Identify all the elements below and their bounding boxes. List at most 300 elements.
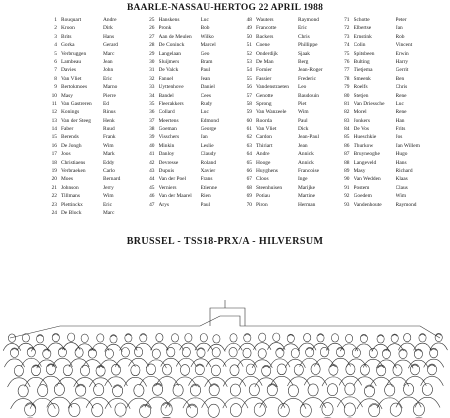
roster-last-name: Arys — [158, 201, 169, 208]
roster-row — [46, 58, 144, 66]
roster-row — [339, 66, 437, 74]
roster-row — [241, 75, 339, 83]
roster-row — [144, 33, 242, 41]
roster-first-name: Edmond — [200, 117, 219, 124]
roster-last-name: Meertens — [158, 117, 179, 124]
roster-row — [46, 100, 144, 108]
roster-last-name: Jonkers — [353, 117, 370, 124]
roster-first-name: Erwin — [395, 50, 409, 57]
roster-row — [339, 133, 437, 141]
roster-last-name: Van Wanzeele — [256, 109, 287, 116]
roster-last-name: Thiriart — [256, 142, 273, 149]
roster-last-name: De Jongh — [61, 142, 82, 149]
roster-first-name: Ed — [103, 100, 109, 107]
roster-row — [241, 33, 339, 41]
roster-row — [339, 50, 437, 58]
roster-last-name: Van der Poel — [158, 176, 187, 183]
roster-first-name: Wim — [298, 109, 309, 116]
roster-number: 93 — [344, 201, 350, 208]
roster-first-name: Bernard — [103, 176, 121, 183]
roster-last-name: De Man — [256, 58, 274, 65]
roster-first-name: Vincent — [395, 42, 413, 49]
roster-row — [46, 75, 144, 83]
roster-row — [144, 83, 242, 91]
roster-row — [241, 24, 339, 32]
roster-last-name: Morel — [353, 109, 367, 116]
roster-last-name: Langeveld — [353, 159, 377, 166]
roster-row — [241, 133, 339, 141]
roster-row — [144, 100, 242, 108]
roster-number: 79 — [344, 84, 350, 91]
roster-first-name: Bram — [200, 58, 213, 65]
roster-number: 35 — [149, 100, 155, 107]
roster-first-name: Gerard — [103, 42, 118, 49]
roster-last-name: Bandel — [158, 92, 174, 99]
roster-row — [339, 100, 437, 108]
roster-last-name: Sprong — [256, 100, 272, 107]
roster-row — [241, 150, 339, 158]
roster-number: 57 — [246, 92, 252, 99]
roster-row — [144, 50, 242, 58]
roster-number: 53 — [246, 58, 252, 65]
roster-first-name: Marc — [103, 209, 115, 216]
roster-row — [46, 201, 144, 209]
roster-row — [144, 125, 242, 133]
roster-first-name: Peter — [395, 17, 407, 23]
roster-row — [339, 58, 437, 66]
roster-row — [241, 167, 339, 175]
roster-last-name: Christiaens — [61, 159, 86, 166]
roster-first-name: Ben — [395, 75, 405, 82]
roster-last-name: Hanskens — [158, 17, 180, 23]
roster-first-name: Eric — [298, 25, 307, 32]
roster-number: 16 — [51, 142, 57, 149]
roster-last-name: Davies — [61, 67, 76, 74]
roster-number: 31 — [149, 67, 155, 74]
roster-number: 91 — [344, 184, 350, 191]
roster-number: 86 — [344, 142, 350, 149]
roster-number: 63 — [246, 142, 252, 149]
roster-number: 80 — [344, 92, 350, 99]
roster-last-name: Minkin — [158, 142, 175, 149]
roster-first-name: Francoise — [298, 168, 319, 175]
roster-first-name: Gerrit — [395, 67, 409, 74]
roster-number: 21 — [51, 184, 57, 191]
roster-first-name: Cees — [200, 92, 211, 99]
roster-first-name: Marijke — [298, 184, 316, 191]
roster-number: 59 — [246, 109, 252, 116]
roster-first-name: Jan Willem — [395, 142, 420, 149]
roster-row — [144, 133, 242, 141]
roster-number: 71 — [344, 17, 350, 23]
roster-row — [241, 125, 339, 133]
roster-row — [144, 192, 242, 200]
roster-number: 60 — [246, 117, 252, 124]
roster-row — [46, 184, 144, 192]
roster-row — [144, 92, 242, 100]
roster-first-name: Xavier — [200, 168, 216, 175]
roster-number: 29 — [149, 50, 155, 57]
roster-number: 84 — [344, 126, 350, 133]
roster-column — [241, 16, 339, 220]
roster-row — [144, 175, 242, 183]
roster-last-name: Schotte — [353, 17, 370, 23]
roster-first-name: Luc — [200, 109, 209, 116]
roster-number: 87 — [344, 151, 350, 158]
roster-last-name: Van Driessche — [353, 100, 385, 107]
roster-first-name: Roland — [200, 159, 217, 166]
roster-first-name: Baudouin — [298, 92, 319, 99]
roster-last-name: De Vos — [353, 126, 370, 133]
roster-row — [46, 209, 144, 217]
roster-first-name: Annick — [298, 159, 314, 166]
roster-number: 66 — [246, 168, 252, 175]
roster-first-name: Klaas — [395, 176, 408, 183]
roster-number: 88 — [344, 159, 350, 166]
roster-number: 42 — [149, 159, 155, 166]
roster-last-name: Wauters — [256, 17, 274, 23]
roster-number: 47 — [149, 201, 155, 208]
roster-number: 58 — [246, 100, 252, 107]
roster-row — [46, 83, 144, 91]
roster-row — [339, 75, 437, 83]
roster-number: 11 — [51, 100, 57, 107]
roster-last-name: Cardon — [256, 134, 272, 141]
roster-first-name: Annick — [298, 151, 314, 158]
roster-number: 30 — [149, 58, 155, 65]
roster-last-name: Andre — [256, 151, 270, 158]
roster-number: 85 — [344, 134, 350, 141]
roster-first-name: Piet — [298, 100, 307, 107]
roster-number: 6 — [54, 58, 57, 65]
roster-row — [144, 108, 242, 116]
roster-last-name: Hueschkie — [353, 134, 377, 141]
roster-row — [46, 167, 144, 175]
roster-last-name: Uyttenhove — [158, 84, 184, 91]
roster-number: 20 — [51, 176, 57, 183]
roster-first-name: Luc — [395, 100, 404, 107]
roster-last-name: Onderdijk — [256, 50, 278, 57]
roster-number: 22 — [51, 193, 57, 200]
roster-row — [339, 33, 437, 41]
roster-row — [339, 201, 437, 209]
roster-first-name: Frits — [395, 126, 406, 133]
roster-number: 23 — [51, 201, 57, 208]
roster-first-name: Eric — [103, 201, 112, 208]
roster-number: 51 — [246, 42, 252, 49]
roster-first-name: Carlo — [103, 168, 115, 175]
roster-number: 67 — [246, 176, 252, 183]
roster-first-name: Herman — [298, 201, 316, 208]
roster-number: 78 — [344, 75, 350, 82]
roster-first-name: Claudy — [200, 151, 217, 158]
roster-number: 8 — [54, 75, 57, 82]
roster-last-name: Tietjema — [353, 67, 373, 74]
roster-row — [144, 16, 242, 24]
roster-last-name: Visschers — [158, 134, 180, 141]
roster-last-name: Fassier — [256, 75, 272, 82]
roster-number: 32 — [149, 75, 155, 82]
roster-number: 12 — [51, 109, 57, 116]
roster-first-name: Marno — [103, 84, 118, 91]
roster-number: 7 — [54, 67, 57, 74]
roster-row — [339, 83, 437, 91]
roster-first-name: Inge — [298, 176, 308, 183]
roster-first-name: Claus — [395, 184, 408, 191]
roster-number: 44 — [149, 176, 155, 183]
roster-last-name: De Valck — [158, 67, 179, 74]
roster-number: 39 — [149, 134, 155, 141]
roster-last-name: Genotte — [256, 92, 274, 99]
roster-last-name: Bertokmoes — [61, 84, 88, 91]
roster-number: 37 — [149, 117, 155, 124]
roster-first-name: Martine — [298, 193, 316, 200]
roster-number: 82 — [344, 109, 350, 116]
roster-first-name: Mark — [103, 151, 115, 158]
roster-last-name: Verbraeken — [61, 168, 86, 175]
roster-first-name: Frederic — [298, 75, 316, 82]
roster-row — [241, 159, 339, 167]
roster-row — [46, 66, 144, 74]
roster-row — [241, 16, 339, 24]
roster-row — [241, 192, 339, 200]
roster-number: 17 — [51, 151, 57, 158]
roster-number: 40 — [149, 142, 155, 149]
roster-number: 69 — [246, 193, 252, 200]
roster-first-name: Chris — [395, 84, 408, 91]
document-title: BAARLE-NASSAU-HERTOG 22 APRIL 1988 — [126, 3, 324, 13]
roster-last-name: Vandenstraeten — [256, 84, 289, 91]
roster-last-name: Bruyneoghe — [353, 151, 380, 158]
roster-row — [46, 125, 144, 133]
roster-row — [144, 142, 242, 150]
roster-number: 43 — [149, 168, 155, 175]
roster-last-name: Goedem — [353, 193, 372, 200]
roster-row — [241, 100, 339, 108]
roster-last-name: Roelfs — [353, 84, 368, 91]
roster-row — [46, 150, 144, 158]
roster-last-name: Devresse — [158, 159, 179, 166]
roster-row — [241, 41, 339, 49]
roster-last-name: Moes — [61, 176, 73, 183]
roster-last-name: Van der Steeg — [61, 117, 91, 124]
roster-row — [144, 159, 242, 167]
roster-first-name: Ruud — [103, 126, 115, 133]
roster-last-name: Coene — [256, 42, 270, 49]
roster-last-name: Sluijmers — [158, 58, 180, 65]
roster-last-name: Roorda — [256, 117, 272, 124]
roster-number: 72 — [344, 25, 350, 32]
roster-number: 76 — [344, 58, 350, 65]
roster-last-name: Cloos — [256, 176, 269, 183]
roster-row — [144, 201, 242, 209]
roster-last-name: Verbruggen — [61, 50, 87, 57]
roster-first-name: Rudy — [200, 100, 213, 107]
roster-number: 48 — [246, 17, 252, 23]
roster-number: 55 — [246, 75, 252, 82]
roster-row — [144, 150, 242, 158]
roster-number: 34 — [149, 92, 155, 99]
roster-first-name: Berg — [298, 58, 309, 65]
roster-number: 18 — [51, 159, 57, 166]
roster-first-name: Sjaak — [298, 50, 310, 57]
roster-first-name: Jerry — [103, 184, 114, 191]
roster-row — [339, 167, 437, 175]
roster-last-name: Dupuis — [158, 168, 175, 175]
roster-number: 83 — [344, 117, 350, 124]
roster-number: 49 — [246, 25, 252, 32]
roster-number: 65 — [246, 159, 252, 166]
roster-last-name: Collard — [158, 109, 175, 116]
roster-row — [46, 33, 144, 41]
roster-last-name: Smeenk — [353, 75, 371, 82]
roster-number: 70 — [246, 201, 252, 208]
participant-roster — [46, 16, 436, 220]
roster-first-name: Marcel — [200, 42, 216, 49]
roster-first-name: Chris — [298, 33, 310, 40]
roster-first-name: Rinus — [103, 109, 116, 116]
roster-last-name: Hooge — [256, 159, 271, 166]
roster-first-name: Hugo — [395, 151, 408, 158]
roster-last-name: Goeman — [158, 126, 177, 133]
roster-row — [46, 133, 144, 141]
roster-row — [144, 167, 242, 175]
roster-row — [144, 184, 242, 192]
roster-first-name: Dick — [298, 126, 309, 133]
roster-number: 52 — [246, 50, 252, 57]
roster-last-name: Ernstink — [353, 33, 372, 40]
roster-row — [241, 83, 339, 91]
roster-first-name: Raymond — [298, 17, 319, 23]
roster-last-name: Langelaan — [158, 50, 181, 57]
roster-number: 9 — [54, 84, 57, 91]
roster-first-name: Wilko — [200, 33, 214, 40]
roster-first-name: Han — [395, 117, 405, 124]
roster-number: 2 — [54, 25, 57, 32]
roster-row — [46, 175, 144, 183]
roster-number: 28 — [149, 42, 155, 49]
roster-first-name: Luc — [200, 17, 209, 23]
roster-number: 1 — [54, 17, 57, 23]
roster-first-name: George — [200, 126, 217, 133]
roster-number: 26 — [149, 25, 155, 32]
roster-row — [339, 125, 437, 133]
roster-number: 54 — [246, 67, 252, 74]
roster-first-name: Wim — [103, 193, 114, 200]
roster-last-name: Faber — [61, 126, 74, 133]
roster-last-name: Vandenhoute — [353, 201, 382, 208]
roster-first-name: Jean — [200, 75, 211, 82]
roster-first-name: Leslie — [200, 142, 214, 149]
roster-row — [144, 66, 242, 74]
roster-first-name: Leo — [298, 84, 307, 91]
roster-first-name: Jean-Paul — [298, 134, 319, 141]
roster-row — [241, 108, 339, 116]
roster-first-name: Paul — [298, 117, 308, 124]
roster-row — [46, 117, 144, 125]
roster-row — [241, 201, 339, 209]
roster-first-name: Etienne — [200, 184, 217, 191]
roster-column — [144, 16, 242, 220]
roster-last-name: Danloy — [158, 151, 175, 158]
roster-number: 27 — [149, 33, 155, 40]
roster-number: 38 — [149, 126, 155, 133]
roster-last-name: Fleerakkers — [158, 100, 184, 107]
roster-first-name: Rob — [395, 33, 405, 40]
roster-first-name: Daniel — [200, 84, 215, 91]
roster-row — [339, 16, 437, 24]
roster-last-name: Van Vliet — [256, 126, 277, 133]
roster-last-name: Fanuel — [158, 75, 174, 82]
roster-first-name: Paul — [200, 67, 211, 74]
roster-column — [46, 16, 144, 220]
roster-first-name: Paul — [200, 201, 211, 208]
roster-last-name: Van Vliet — [61, 75, 82, 82]
roster-last-name: Lambeau — [61, 58, 82, 65]
roster-last-name: Fornier — [256, 67, 272, 74]
roster-row — [241, 50, 339, 58]
roster-last-name: Verniers — [158, 184, 177, 191]
roster-number: 4 — [54, 42, 57, 49]
roster-first-name: Harry — [395, 58, 409, 65]
roster-row — [339, 41, 437, 49]
roster-number: 24 — [51, 209, 57, 216]
roster-number: 45 — [149, 184, 155, 191]
roster-first-name: Jan — [395, 25, 403, 32]
roster-number: 73 — [344, 33, 350, 40]
roster-row — [46, 92, 144, 100]
roster-last-name: Stetjen — [353, 92, 369, 99]
roster-first-name: Marc — [103, 50, 115, 57]
roster-row — [339, 92, 437, 100]
roster-row — [339, 159, 437, 167]
roster-number: 50 — [246, 33, 252, 40]
roster-first-name: Jan — [200, 134, 208, 141]
roster-number: 14 — [51, 126, 57, 133]
roster-row — [339, 142, 437, 150]
document-subtitle: BRUSSEL - TSS18-PRX/A - HILVERSUM — [126, 236, 324, 247]
roster-number: 19 — [51, 168, 57, 175]
roster-last-name: Spitsbeen — [353, 50, 375, 57]
roster-first-name: Hans — [395, 159, 407, 166]
roster-row — [241, 175, 339, 183]
roster-first-name: Rien — [200, 193, 211, 200]
roster-row — [144, 117, 242, 125]
roster-row — [339, 150, 437, 158]
roster-last-name: Gorka — [61, 42, 75, 49]
roster-last-name: Masy — [61, 92, 73, 99]
roster-row — [339, 175, 437, 183]
roster-first-name: Bob — [200, 25, 210, 32]
roster-first-name: Wim — [395, 193, 407, 200]
roster-row — [144, 41, 242, 49]
roster-first-name: Henk — [103, 117, 115, 124]
roster-row — [46, 50, 144, 58]
roster-row — [46, 41, 144, 49]
roster-first-name: Eric — [103, 75, 112, 82]
roster-first-name: Richard — [395, 168, 413, 175]
roster-row — [46, 142, 144, 150]
roster-number: 36 — [149, 109, 155, 116]
roster-last-name: Potiau — [256, 193, 270, 200]
roster-last-name: Masy — [353, 168, 366, 175]
roster-row — [46, 108, 144, 116]
roster-row — [241, 58, 339, 66]
roster-number: 3 — [54, 33, 57, 40]
roster-last-name: Colin — [353, 42, 366, 49]
roster-row — [339, 108, 437, 116]
roster-last-name: Van Gastreren — [61, 100, 92, 107]
